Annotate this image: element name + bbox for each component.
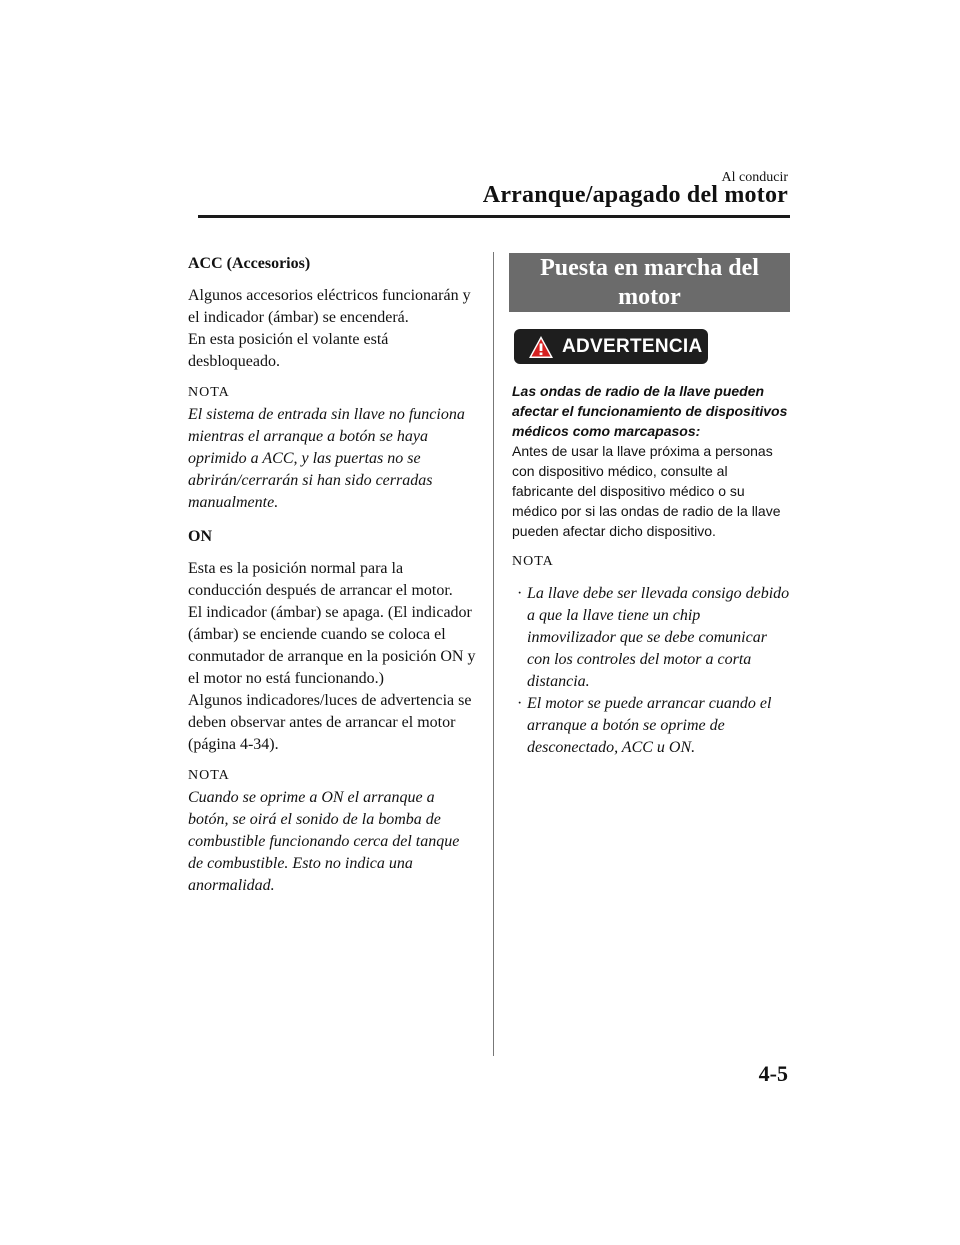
nota-label: NOTA: [188, 768, 230, 783]
on-paragraph: Algunos indicadores/luces de advertencia se deben observar antes de arrancar el motor (página 4-34).: [188, 692, 472, 753]
nota-block: [188, 765, 478, 897]
acc-paragraph: En esta posición el volante está desbloqueado.: [188, 331, 389, 370]
left-column: [188, 253, 478, 909]
on-paragraph: El indicador (ámbar) se apaga. (El indicador (ámbar) se enciende cuando se coloca el conmutador de arranque en la posición ON y el motor no está funcionando.): [188, 604, 476, 687]
warning-bold-text: Las ondas de radio de la llave pueden afectar el funcionamiento de dispositivos médicos como marcapasos:: [512, 383, 788, 439]
nota-bullet: [512, 583, 790, 693]
nota-block: [188, 382, 478, 514]
nota-label: NOTA: [512, 554, 554, 569]
section-title: Puesta en marcha del motor: [540, 254, 759, 310]
warning-badge: [514, 329, 708, 364]
nota-bullet-text: La llave debe ser llevada consigo debido a que la llave tiene un chip inmovilizador que se debe comunicar con los controles del motor a corta distancia.: [527, 585, 790, 690]
warning-body-text: Antes de usar la llave próxima a personas con dispositivo médico, consulte al fabricante del dispositivo médico o su médico por si las ondas de radio de la llave pueden afectar dicho dispositivo.: [512, 443, 781, 539]
warning-triangle-icon: [528, 335, 554, 359]
warning-label: ADVERTENCIA: [562, 335, 703, 357]
nota-bullet-text: El motor se puede arrancar cuando el arranque a botón se oprime de desconectado, ACC u ON.: [527, 695, 772, 756]
nota-text: El sistema de entrada sin llave no funciona mientras el arranque a botón se haya oprimido a ACC, y las puertas no se abrirán/cerrarán si han sido cerradas manualmente.: [188, 406, 465, 511]
acc-paragraph: Algunos accesorios eléctricos funcionarán y el indicador (ámbar) se encenderá.: [188, 287, 471, 326]
section-title-banner: [509, 253, 790, 312]
header-divider: [198, 215, 790, 218]
column-divider: [493, 252, 494, 1056]
warning-text: [512, 381, 790, 541]
bullet-icon: ·: [517, 695, 523, 712]
nota-text: Cuando se oprime a ON el arranque a botón, se oirá el sonido de la bomba de combustible funcionando cerca del tanque de combustible. Esto no indica una anormalidad.: [188, 789, 460, 894]
right-nota-block: [512, 551, 790, 759]
on-paragraph: Esta es la posición normal para la conducción después de arrancar el motor.: [188, 560, 453, 599]
chapter-label: Al conducir: [721, 170, 788, 185]
page-number: 4-5: [758, 1061, 788, 1086]
on-heading: ON: [188, 528, 212, 545]
acc-heading: ACC (Accesorios): [188, 255, 311, 272]
bullet-icon: ·: [517, 585, 523, 602]
nota-label: NOTA: [188, 385, 230, 400]
nota-bullet: [512, 693, 790, 759]
page-title: Arranque/apagado del motor: [482, 182, 788, 208]
